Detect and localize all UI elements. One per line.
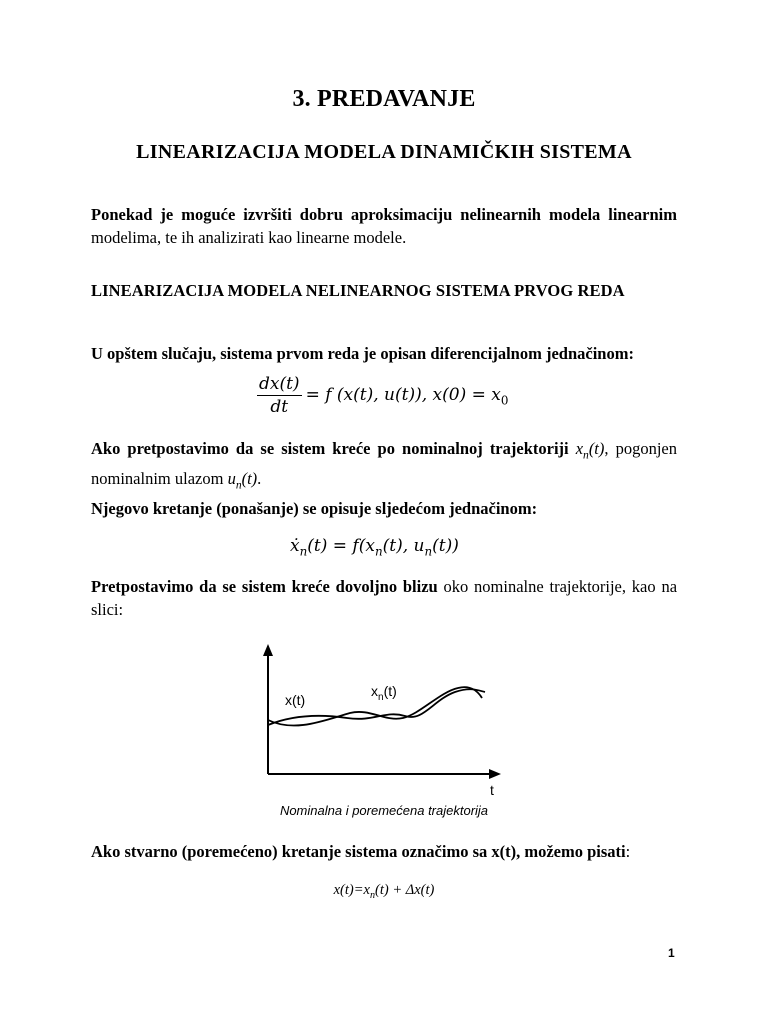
nominal-traj-x: x bbox=[575, 439, 584, 458]
nominal-line2: nominalnim ulazom bbox=[91, 469, 224, 489]
label-xn: x bbox=[371, 683, 378, 699]
figure-caption: Nominalna i poremećena trajektorija bbox=[279, 803, 489, 818]
eq2-mid1: (t) = f(x bbox=[307, 536, 375, 556]
close-bold: Pretpostavimo da se sistem kreće dovoljno blizu bbox=[91, 577, 438, 596]
general-bold: U opštem slučaju, sistema prvom reda je opisan diferencijalnom jednačinom: bbox=[91, 344, 634, 363]
main-heading: LINEARIZACIJA MODELA DINAMIČKIH SISTEMA bbox=[136, 141, 632, 163]
section-heading: LINEARIZACIJA MODELA NELINEARNOG SISTEMA PRVOG REDA bbox=[91, 281, 625, 300]
nominal-traj-t: (t) bbox=[588, 439, 605, 458]
nominal-input-sub: n bbox=[235, 479, 242, 492]
eq2-mid3: (t)) bbox=[432, 536, 459, 556]
real-bold: Ako stvarno (poremećeno) kretanje sistema označimo sa x(t), možemo pisati bbox=[91, 842, 626, 861]
real-motion-paragraph bbox=[91, 840, 677, 863]
trajectory-figure bbox=[255, 640, 511, 798]
lecture-title: 3. PREDAVANJE bbox=[292, 86, 476, 112]
equation-rhs: = f (x(t), u(t)), x(0) = x bbox=[305, 385, 501, 405]
x-axis-arrow bbox=[489, 769, 501, 779]
motion-bold: Njegovo kretanje (ponašanje) se opisuje sljedećom jednačinom: bbox=[91, 499, 538, 518]
eq2-lhs-x: ẋ bbox=[290, 536, 300, 556]
nominal-input-t: (t) bbox=[241, 469, 258, 489]
equation-nominal-motion bbox=[290, 536, 459, 558]
eq2-sub1: n bbox=[374, 544, 383, 559]
general-paragraph bbox=[91, 342, 677, 365]
fraction-numerator: dx(t) bbox=[259, 374, 300, 394]
equation-perturbation bbox=[0, 882, 768, 901]
motion-paragraph bbox=[91, 497, 677, 520]
close-rest2: na slici: bbox=[91, 577, 678, 619]
label-xn-t bbox=[371, 683, 397, 703]
close-rest1: oko nominalne trajektorije, kao bbox=[443, 577, 656, 596]
nominal-traj-sub: n bbox=[583, 449, 589, 462]
axis-label-t: t bbox=[490, 782, 494, 798]
nominal-after: , pogonjen bbox=[604, 439, 677, 458]
equation-rhs-subscript: 0 bbox=[500, 393, 509, 408]
label-x-t: x(t) bbox=[285, 692, 306, 708]
equation-ode bbox=[257, 374, 508, 417]
close-paragraph bbox=[91, 575, 677, 621]
fraction-denominator: dt bbox=[270, 397, 289, 417]
eq3-b: (t) + Δx(t) bbox=[375, 882, 435, 898]
intro-paragraph bbox=[91, 203, 677, 249]
label-xn-paren: (t) bbox=[383, 683, 397, 699]
nominal-end: . bbox=[257, 469, 262, 489]
nominal-bold: Ako pretpostavimo da se sistem kreće po nominalnoj trajektoriji bbox=[91, 439, 569, 458]
eq2-lhs-sub: n bbox=[299, 544, 308, 559]
intro-bold: Ponekad je moguće izvršiti dobru aproksimaciju nelinearnih modela linearnim bbox=[91, 205, 677, 224]
eq2-mid2: (t), u bbox=[382, 536, 425, 556]
intro-rest: modelima, te ih analizirati kao linearne modele. bbox=[91, 228, 407, 247]
eq3-sub: n bbox=[369, 889, 376, 901]
nominal-paragraph bbox=[91, 437, 677, 498]
eq3-a: x(t)=x bbox=[333, 882, 370, 898]
y-axis-arrow bbox=[263, 644, 273, 656]
nominal-input-u: u bbox=[227, 469, 236, 489]
page-number: 1 bbox=[668, 946, 675, 960]
eq2-sub2: n bbox=[424, 544, 433, 559]
real-colon: : bbox=[625, 842, 631, 861]
derivative-fraction bbox=[257, 374, 302, 417]
label-xn-sub: n bbox=[378, 692, 384, 703]
